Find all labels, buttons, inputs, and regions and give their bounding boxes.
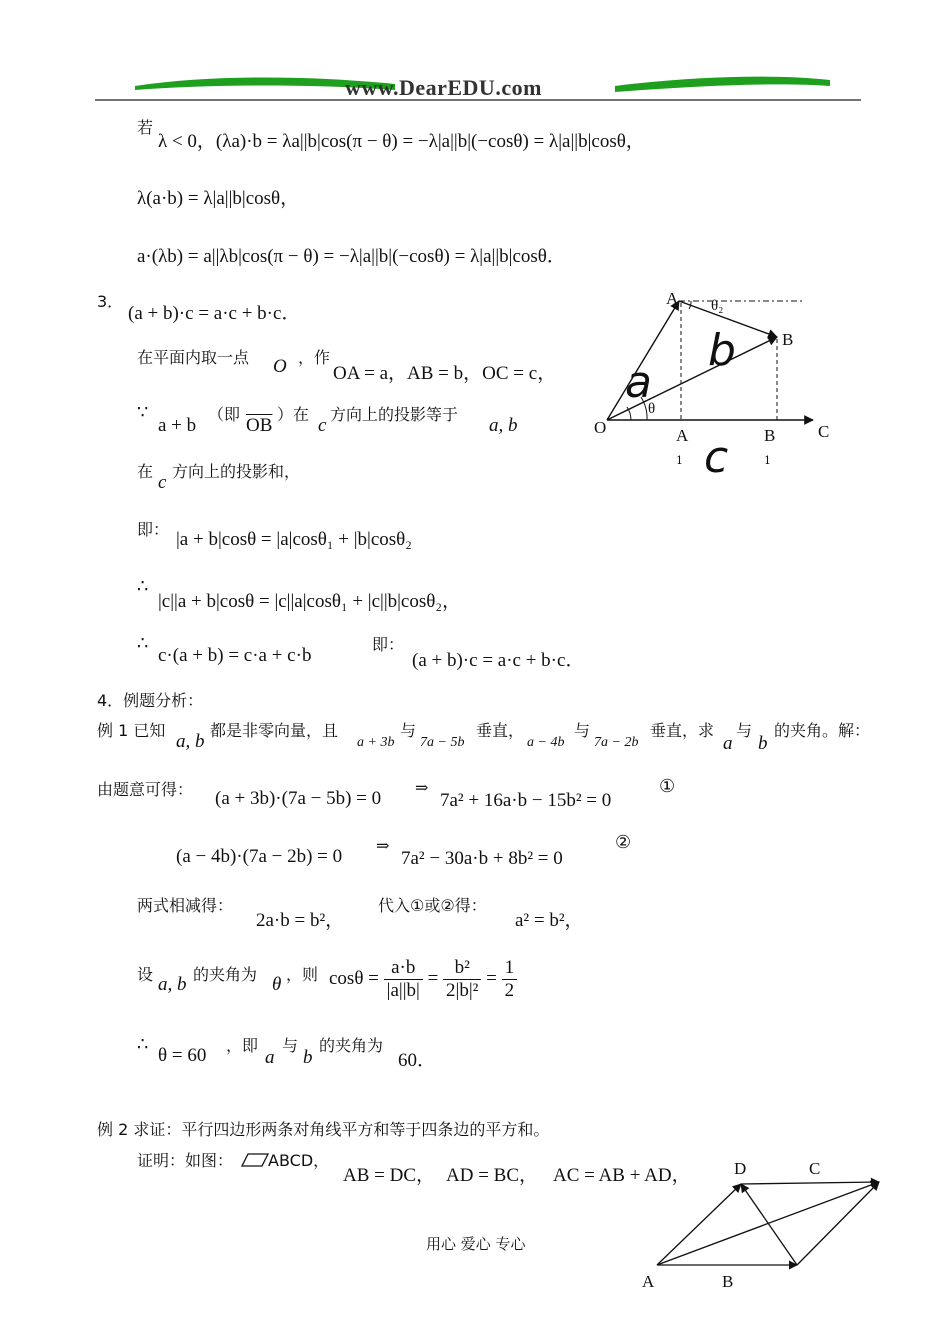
- circle-2: ②: [615, 832, 632, 853]
- lambda-line-3: a·(λb) = a||λb|cos(π − θ) = −λ|a||b|(−cosθ) = λ|a||b|cosθ．: [137, 246, 566, 267]
- fig1-label-theta2: θ₂: [711, 298, 724, 314]
- equation-B2: 7a² − 30a·b + 8b² = 0: [401, 848, 563, 869]
- footer-motto: 用心 爱心 专心: [426, 1235, 526, 1253]
- circle-1: ①: [659, 776, 676, 797]
- fraction-2: [443, 957, 481, 1002]
- cos-theta-eq: cosθ =: [329, 967, 379, 989]
- concl-angle: 的夹角为: [319, 1036, 384, 1055]
- equals-2: =: [486, 967, 497, 989]
- fig1-label-A: A: [666, 289, 679, 308]
- proof-label: 证明：如图：: [137, 1151, 234, 1170]
- vector-eq-2: AD = BC，: [446, 1165, 539, 1186]
- symbol-b: b: [758, 733, 768, 754]
- symbol-a: a: [723, 733, 733, 754]
- example1-intro: 例 1 已知: [97, 721, 166, 740]
- equation-A: (a + 3b)·(7a − 5b) = 0: [215, 788, 382, 809]
- fig1-sub-2: 1: [764, 454, 771, 467]
- point-O: O: [273, 356, 287, 377]
- fig1-label-theta: θ: [648, 401, 656, 417]
- fig1-label-B: B: [782, 330, 794, 349]
- fig1-vector-a: a: [625, 357, 652, 408]
- fraction-1: [384, 957, 423, 1002]
- vector-a-plus-3b: a + 3b: [357, 735, 395, 750]
- she-label: 设: [137, 965, 154, 984]
- yu-3: 与: [736, 721, 753, 740]
- fraction-2-num: b²: [443, 957, 481, 980]
- projection-equation-2: |c||a + b|cosθ = |c||a|cosθ₁ + |c||b|cosθ₂，: [158, 591, 461, 612]
- projection-equation: |a + b|cosθ = |a|cosθ₁ + |b|cosθ₂: [176, 529, 412, 550]
- theta-equals-60: θ = 60: [158, 1045, 207, 1066]
- fig1-label-C: C: [818, 422, 830, 441]
- dairu-label: 代入①或②得：: [378, 896, 487, 915]
- liangshi-label: 两式相减得：: [137, 896, 234, 915]
- projection-text-1: 方向上的投影等于: [330, 405, 459, 424]
- vector-definitions: OA = a，AB = b，OC = c，: [333, 363, 557, 384]
- example1-angle-text: 的夹角。解：: [774, 721, 871, 740]
- lambda-line-2: λ(a·b) = λ|a||b|cosθ，: [137, 188, 300, 209]
- theta-symbol: θ: [272, 974, 282, 995]
- lambda-line-1: λ < 0，(λa)·b = λa||b|cos(π − θ) = −λ|a||b|(−cosθ) = λ|a||b|cosθ，: [158, 131, 645, 152]
- zai-text: 在: [137, 462, 154, 481]
- ruo-label: 若: [137, 118, 154, 137]
- yu-1: 与: [400, 721, 417, 740]
- implies-arrow-2: ⇒: [376, 838, 390, 855]
- item-number-3: 3．: [97, 292, 124, 311]
- fig1-vector-c: c: [704, 432, 729, 483]
- example2-title: 例 2 求证：平行四边形两条对角线平方和等于四条边的平方和。: [97, 1120, 550, 1139]
- example1-nonzero: 都是非零向量，且: [210, 721, 339, 740]
- because-symbol: ∵: [137, 402, 149, 423]
- ze-label: ，则: [286, 965, 319, 984]
- she-ab: a, b: [158, 974, 187, 995]
- equals-1: =: [427, 967, 439, 989]
- zuo-text: ，作: [298, 348, 331, 367]
- fig2-label-D: D: [734, 1159, 747, 1178]
- conclusion-equation: (a + b)·c = a·c + b·c．: [412, 650, 585, 671]
- projection-text-2: 方向上的投影和，: [172, 462, 301, 481]
- fig2-label-A: A: [642, 1272, 655, 1291]
- vector-OB: $\overline{OB}$: [246, 415, 273, 436]
- ji-label-2: 即：: [372, 635, 405, 654]
- fraction-1-den: |a||b|: [386, 980, 420, 1001]
- cos-formula: [329, 957, 517, 1002]
- chuizhi-1: 垂直，: [476, 721, 525, 740]
- fraction-3-den: 2: [504, 980, 515, 1001]
- vector-a-minus-4b: a − 4b: [527, 735, 565, 750]
- yu-2: 与: [574, 721, 591, 740]
- jiajiao-label: 的夹角为: [193, 965, 258, 984]
- fig2-label-C: C: [809, 1159, 821, 1178]
- parallelogram-figure: [645, 1170, 890, 1280]
- fig1-label-O: O: [594, 418, 607, 437]
- fig1-sub-1: 1: [676, 454, 683, 467]
- vector-7a-minus-2b: 7a − 2b: [594, 735, 639, 750]
- section-4-title: 4．例题分析：: [97, 691, 204, 710]
- equation-A2: 7a² + 16a·b − 15b² = 0: [440, 790, 612, 811]
- example1-ab: a, b: [176, 731, 205, 752]
- vector-eq-1: AB = DC，: [343, 1165, 436, 1186]
- therefore-symbol-3: ∴: [137, 1034, 149, 1055]
- implies-arrow-1: ⇒: [415, 780, 429, 797]
- ji-label: 即：: [137, 520, 170, 539]
- take-point-text: 在平面内取一点: [137, 348, 250, 367]
- concl-a: a: [265, 1047, 275, 1068]
- therefore-symbol-2: ∴: [137, 633, 149, 654]
- concl-ji: ，即: [226, 1036, 259, 1055]
- c-symbol-1: c: [318, 415, 327, 436]
- fraction-3: [502, 957, 518, 1002]
- youti-label: 由题意可得：: [97, 780, 194, 799]
- fig1-vector-b: b: [708, 325, 736, 376]
- a-plus-b: a + b: [158, 415, 197, 436]
- fig2-label-B: B: [722, 1272, 734, 1291]
- fraction-2-den: 2|b|²: [446, 980, 479, 1001]
- equation-D: a² = b²，: [515, 910, 584, 931]
- equation-C: 2a·b = b²，: [256, 910, 345, 931]
- fig1-label-A1: A: [676, 426, 689, 445]
- fraction-1-num: a·b: [384, 957, 423, 980]
- a-comma-b: a, b: [489, 415, 518, 436]
- site-url[interactable]: www.DearEDU.com: [345, 75, 542, 100]
- dot-distributive: c·(a + b) = c·a + c·b: [158, 645, 312, 666]
- therefore-symbol-1: ∴: [137, 576, 149, 597]
- vector-7a-minus-5b: 7a − 5b: [420, 735, 465, 750]
- fraction-3-num: 1: [502, 957, 518, 980]
- chuizhi-2: 垂直，求: [650, 721, 715, 740]
- abcd-label: ABCD，: [268, 1151, 330, 1170]
- vector-eq-3: AC = AB + AD，: [553, 1165, 691, 1186]
- concl-yu: 与: [282, 1036, 299, 1055]
- ji-close: ）在: [277, 405, 310, 424]
- sixty-degrees: 60．: [398, 1050, 437, 1071]
- c-symbol-2: c: [158, 472, 167, 493]
- concl-b: b: [303, 1047, 313, 1068]
- ji-open: （即: [208, 405, 241, 424]
- fig1-label-B1: B: [764, 426, 776, 445]
- distributive-equation: (a + b)·c = a·c + b·c．: [128, 303, 301, 324]
- parallelogram-icon: [240, 1152, 270, 1168]
- equation-B: (a − 4b)·(7a − 2b) = 0: [176, 846, 343, 867]
